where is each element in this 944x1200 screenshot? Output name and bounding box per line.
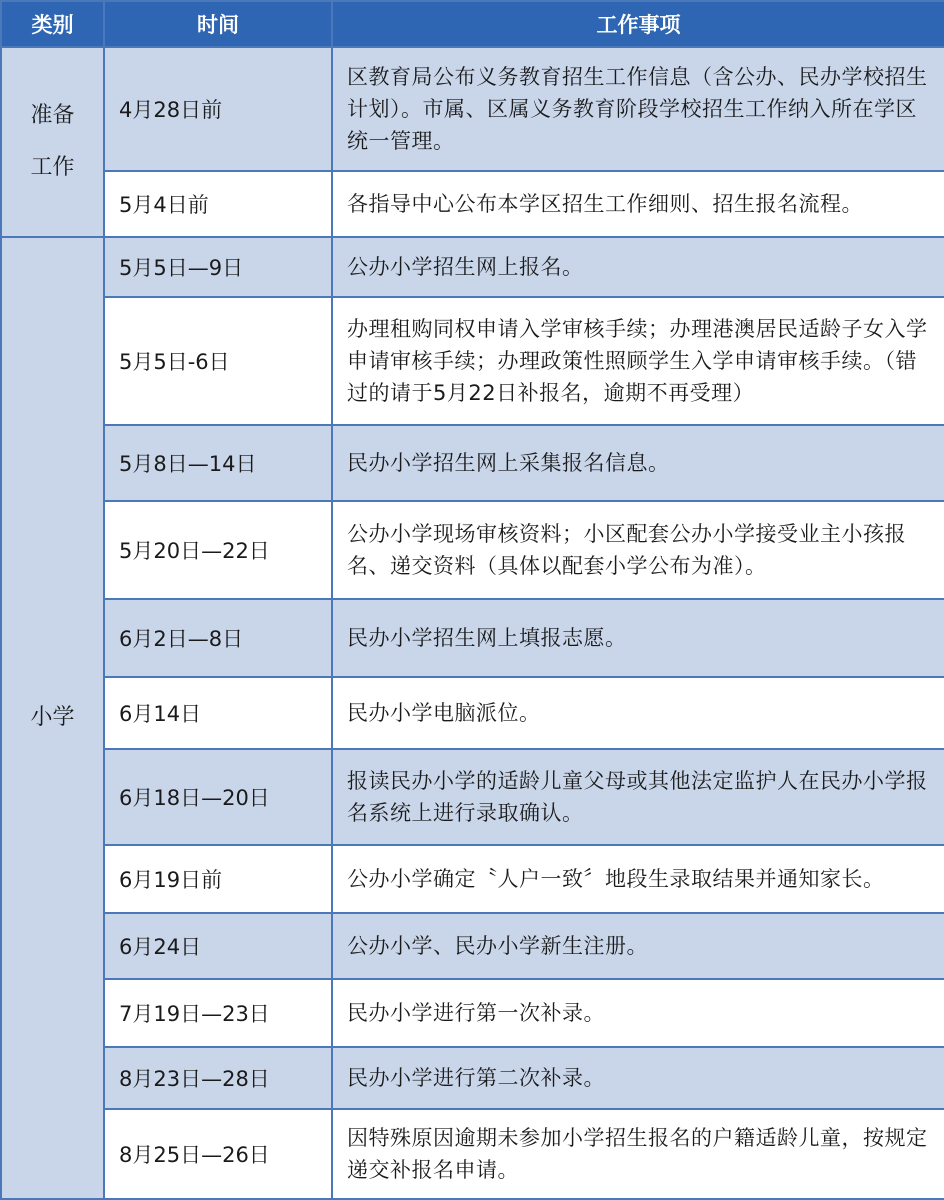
item-cell: 办理租购同权申请入学审核手续；办理港澳居民适龄子女入学申请审核手续；办理政策性照顾学生入学申请审核手续。（错过的请于5月22日补报名，逾期不再受理） <box>332 297 944 425</box>
time-cell: 5月4日前 <box>104 171 332 237</box>
header-time: 时间 <box>104 1 332 47</box>
table-row <box>1 501 944 599</box>
item-cell: 区教育局公布义务教育招生工作信息（含公办、民办学校招生计划）。市属、区属义务教育阶段学校招生工作纳入所在学区统一管理。 <box>332 47 944 171</box>
item-cell: 公办小学确定〝人户一致〞地段生录取结果并通知家长。 <box>332 845 944 913</box>
category-label: 小学 <box>30 705 75 730</box>
item-cell: 民办小学招生网上采集报名信息。 <box>332 425 944 501</box>
item-cell: 民办小学进行第二次补录。 <box>332 1047 944 1109</box>
time-cell: 6月19日前 <box>104 845 332 913</box>
item-cell: 公办小学、民办小学新生注册。 <box>332 913 944 979</box>
table-row <box>1 913 944 979</box>
item-cell: 民办小学招生网上填报志愿。 <box>332 599 944 677</box>
time-cell: 5月5日—9日 <box>104 237 332 297</box>
time-cell: 7月19日—23日 <box>104 979 332 1047</box>
time-cell: 6月18日—20日 <box>104 749 332 845</box>
time-cell: 5月20日—22日 <box>104 501 332 599</box>
table-row <box>1 1047 944 1109</box>
table-row <box>1 237 944 297</box>
category-cell <box>1 47 104 237</box>
table-row <box>1 677 944 749</box>
item-cell: 各指导中心公布本学区招生工作细则、招生报名流程。 <box>332 171 944 237</box>
item-cell: 公办小学招生网上报名。 <box>332 237 944 297</box>
table-row <box>1 979 944 1047</box>
time-cell: 6月24日 <box>104 913 332 979</box>
table-row <box>1 425 944 501</box>
item-cell: 因特殊原因逾期未参加小学招生报名的户籍适龄儿童，按规定递交补报名申请。 <box>332 1109 944 1199</box>
table-row <box>1 297 944 425</box>
category-label: 准备 工作 <box>30 103 75 180</box>
time-cell: 8月25日—26日 <box>104 1109 332 1199</box>
time-cell: 6月2日—8日 <box>104 599 332 677</box>
item-cell: 公办小学现场审核资料；小区配套公办小学接受业主小孩报名、递交资料（具体以配套小学公布为准）。 <box>332 501 944 599</box>
table-row <box>1 599 944 677</box>
time-cell: 5月8日—14日 <box>104 425 332 501</box>
time-cell: 5月5日-6日 <box>104 297 332 425</box>
header-item: 工作事项 <box>332 1 944 47</box>
table-row <box>1 47 944 171</box>
header-category: 类别 <box>1 1 104 47</box>
item-cell: 报读民办小学的适龄儿童父母或其他法定监护人在民办小学报名系统上进行录取确认。 <box>332 749 944 845</box>
item-cell: 民办小学电脑派位。 <box>332 677 944 749</box>
table-row <box>1 1109 944 1199</box>
time-cell: 8月23日—28日 <box>104 1047 332 1109</box>
table-row <box>1 171 944 237</box>
item-cell: 民办小学进行第一次补录。 <box>332 979 944 1047</box>
header-row <box>1 1 944 47</box>
category-cell <box>1 237 104 1199</box>
table-row <box>1 749 944 845</box>
table-row <box>1 845 944 913</box>
time-cell: 4月28日前 <box>104 47 332 171</box>
time-cell: 6月14日 <box>104 677 332 749</box>
